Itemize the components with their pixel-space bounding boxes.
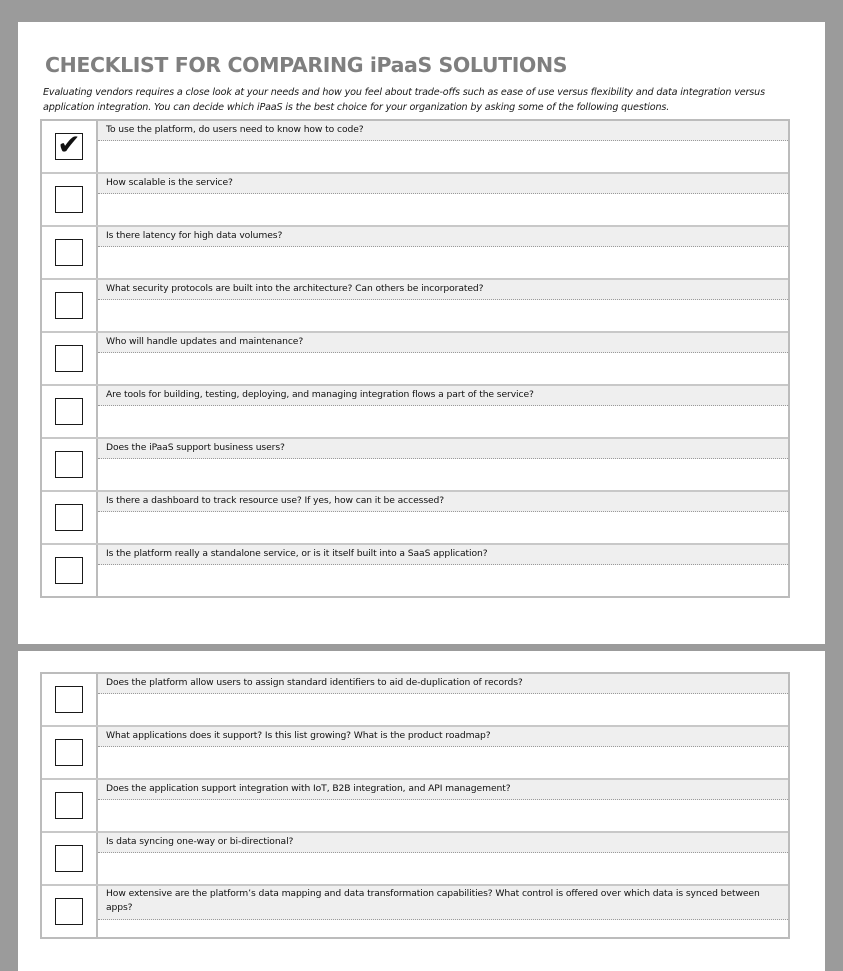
checkbox[interactable] <box>55 128 83 161</box>
checkbox-cell <box>42 386 98 437</box>
question-cell <box>98 492 788 543</box>
checkbox-cell <box>42 545 98 596</box>
checklist-row <box>42 545 788 596</box>
checklist-row <box>42 121 788 174</box>
question-text: Is there latency for high data volumes? <box>98 227 788 247</box>
answer-field[interactable] <box>98 194 788 225</box>
checklist-row <box>42 674 788 727</box>
checkbox[interactable] <box>55 504 83 531</box>
checklist-row <box>42 780 788 833</box>
checklist-row <box>42 439 788 492</box>
checkmark-icon: ✔ <box>57 128 81 161</box>
checkbox-cell <box>42 174 98 225</box>
checkbox-cell <box>42 727 98 778</box>
answer-field[interactable] <box>98 800 788 831</box>
checkbox[interactable] <box>55 398 83 425</box>
answer-field[interactable] <box>98 853 788 884</box>
question-text: What applications does it support? Is this list growing? What is the product roadmap? <box>98 727 788 747</box>
answer-field[interactable] <box>98 141 788 172</box>
checkbox-cell <box>42 439 98 490</box>
checkbox[interactable] <box>55 739 83 766</box>
answer-field[interactable] <box>98 353 788 384</box>
checklist-row <box>42 333 788 386</box>
question-text: To use the platform, do users need to know how to code? <box>98 121 788 141</box>
question-text: Is there a dashboard to track resource use? If yes, how can it be accessed? <box>98 492 788 512</box>
question-cell <box>98 174 788 225</box>
checklist-table-1 <box>40 119 790 598</box>
checkbox[interactable] <box>55 898 83 925</box>
checklist-row <box>42 886 788 937</box>
question-cell <box>98 121 788 172</box>
checklist-row <box>42 174 788 227</box>
checkbox-cell <box>42 280 98 331</box>
question-cell <box>98 833 788 884</box>
checklist-row <box>42 386 788 439</box>
document-page-2 <box>18 651 825 971</box>
checklist-row <box>42 492 788 545</box>
question-cell <box>98 280 788 331</box>
checkbox[interactable] <box>55 239 83 266</box>
checkbox[interactable] <box>55 557 83 584</box>
answer-field[interactable] <box>98 459 788 490</box>
checkbox-cell <box>42 333 98 384</box>
checkbox[interactable] <box>55 792 83 819</box>
checkbox[interactable] <box>55 186 83 213</box>
question-cell <box>98 727 788 778</box>
question-text: Does the platform allow users to assign standard identifiers to aid de-duplication of records? <box>98 674 788 694</box>
answer-field[interactable] <box>98 565 788 596</box>
checkbox-cell <box>42 780 98 831</box>
checklist-row <box>42 280 788 333</box>
question-cell <box>98 439 788 490</box>
answer-field[interactable] <box>98 406 788 437</box>
checklist-row <box>42 833 788 886</box>
checkbox-cell <box>42 886 98 937</box>
question-cell <box>98 545 788 596</box>
checkbox-cell <box>42 674 98 725</box>
checkbox[interactable] <box>55 845 83 872</box>
question-text: How scalable is the service? <box>98 174 788 194</box>
answer-field[interactable] <box>98 747 788 778</box>
answer-field[interactable] <box>98 512 788 543</box>
checkbox[interactable] <box>55 451 83 478</box>
answer-field[interactable] <box>98 247 788 278</box>
checkbox-cell <box>42 227 98 278</box>
question-text: Does the application support integration with IoT, B2B integration, and API management? <box>98 780 788 800</box>
question-cell <box>98 386 788 437</box>
checkbox[interactable] <box>55 686 83 713</box>
checkbox-cell <box>42 833 98 884</box>
question-cell <box>98 333 788 384</box>
question-text: Is data syncing one-way or bi-directional? <box>98 833 788 853</box>
checkbox-cell <box>42 492 98 543</box>
answer-field[interactable] <box>98 694 788 725</box>
document-page-1 <box>18 22 825 644</box>
checklist-row <box>42 227 788 280</box>
question-text: What security protocols are built into the architecture? Can others be incorporated? <box>98 280 788 300</box>
intro-paragraph: Evaluating vendors requires a close look at your needs and how you feel about trade-offs such as ease of use versus flexibility and data integration versus application integration. You can decide which iPaaS is the best choice for your organization by asking some of the following questions. <box>43 87 765 113</box>
question-text: Does the iPaaS support business users? <box>98 439 788 459</box>
question-text: Are tools for building, testing, deploying, and managing integration flows a part of the service? <box>98 386 788 406</box>
answer-field[interactable] <box>98 300 788 331</box>
checkbox-cell <box>42 121 98 172</box>
question-cell <box>98 227 788 278</box>
checkbox[interactable] <box>55 292 83 319</box>
question-text: Is the platform really a standalone service, or is it itself built into a SaaS application? <box>98 545 788 565</box>
checkbox[interactable] <box>55 345 83 372</box>
question-text: How extensive are the platform’s data mapping and data transformation capabilities? What control is offered over which data is synced between apps? <box>98 886 788 920</box>
question-cell <box>98 780 788 831</box>
question-cell <box>98 674 788 725</box>
page-title: CHECKLIST FOR COMPARING iPaaS SOLUTIONS <box>45 53 568 77</box>
answer-field[interactable] <box>98 920 788 937</box>
checklist-row <box>42 727 788 780</box>
question-cell <box>98 886 788 937</box>
checklist-table-2 <box>40 672 790 939</box>
question-text: Who will handle updates and maintenance? <box>98 333 788 353</box>
